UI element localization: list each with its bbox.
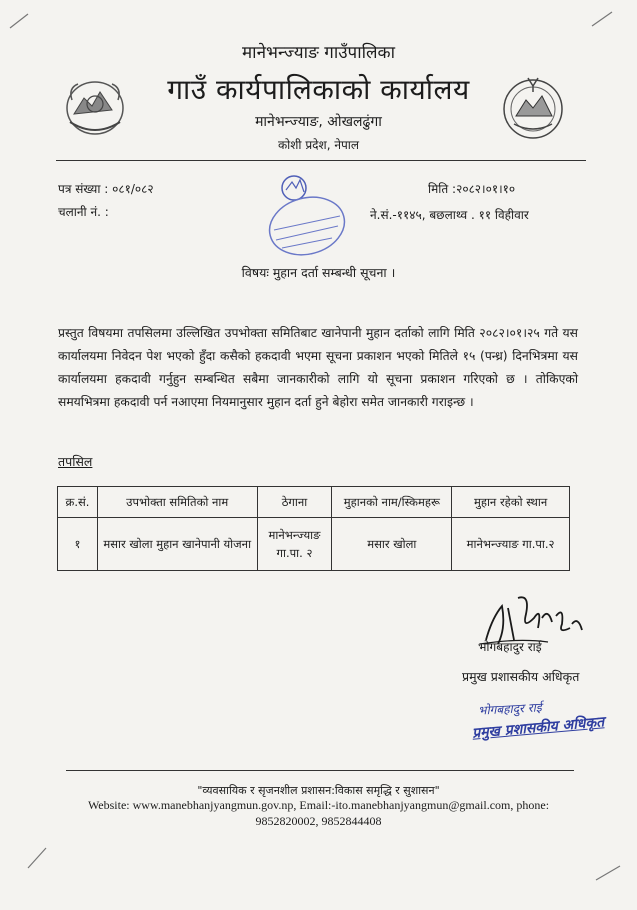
notice-subject: विषयः मुहान दर्ता सम्बन्धी सूचना । <box>241 265 396 280</box>
header-committee: उपभोक्ता समितिको नाम <box>97 487 257 518</box>
office-location: मानेभन्ज्याङ, ओखलढुंगा <box>255 114 382 130</box>
signatory-name: भोगबहादुर राई <box>478 640 542 654</box>
letter-date: मिति :२०८२।०१।१० <box>428 182 516 196</box>
stamp-signatory-name: भोगबहादुर राई <box>477 700 542 718</box>
dispatch-number: चलानी नं. : <box>58 205 109 219</box>
signatory-title: प्रमुख प्रशासकीय अधिकृत <box>462 669 580 684</box>
cell-source-name: मसार खोला <box>332 518 452 571</box>
cell-serial: १ <box>58 518 98 571</box>
header-source-location: मुहान रहेको स्थान <box>452 487 570 518</box>
stamp-signatory-title: प्रमुख प्रशासकीय अधिकृत <box>471 714 605 742</box>
notice-body: प्रस्तुत विषयमा तपसिलमा उल्लिखित उपभोक्ता समितिबाट खानेपानी मुहान दर्ताको लागि मिति २०८२।०१।२५ गते यस कार्यालयमा निवेदन पेश भएको हुँदा कसैको हकदावी भएमा सूचना प्रकाशन भएको मितिले १५ (पन्ध्र) दिनभित्रमा यस कार्यालयमा हकदावी गर्नुहुन सम्बन्धित सबैमा जानकारीको लागि यो सूचना प्रकाशन गरिएको छ । तोकिएको समयभित्रमा हकदावी पर्न नआएमा नियमानुसार मुहान दर्ता हुने बेहोरा समेत जानकारी गराइन्छ । <box>58 326 578 409</box>
header-address: ठेगाना <box>257 487 332 518</box>
footer-phones: 9852820002, 9852844408 <box>255 814 382 828</box>
nepal-sambat-date: ने.सं.-११४५, बछलाथ्व . ११ विहीवार <box>370 208 529 222</box>
letter-number: पत्र संख्या : ०८१/०८२ <box>58 182 154 196</box>
cell-committee: मसार खोला मुहान खानेपानी योजना <box>97 518 257 571</box>
cell-source-location: मानेभन्ज्याङ गा.पा.२ <box>452 518 570 571</box>
footer-motto: "व्यवसायिक र सृजनशील प्रशासन:विकास समृद्धि र सुशासन" <box>197 784 440 797</box>
footer-contact: Website: www.manebhanjyangmun.gov.np, Email:-ito.manebhanjyangmun@gmail.com, phone: <box>87 798 550 812</box>
municipality-name: मानेभन्ज्याङ गाउँपालिका <box>242 43 395 63</box>
header-source-name: मुहानको नाम/स्किमहरू <box>332 487 452 518</box>
office-province: कोशी प्रदेश, नेपाल <box>277 138 360 152</box>
cell-address: मानेभन्ज्याङ गा.पा. २ <box>257 518 332 571</box>
office-title: गाउँ कार्यपालिकाको कार्यालय <box>167 73 470 106</box>
tapsil-label: तपसिल <box>58 454 93 469</box>
header-serial: क्र.सं. <box>58 487 98 518</box>
